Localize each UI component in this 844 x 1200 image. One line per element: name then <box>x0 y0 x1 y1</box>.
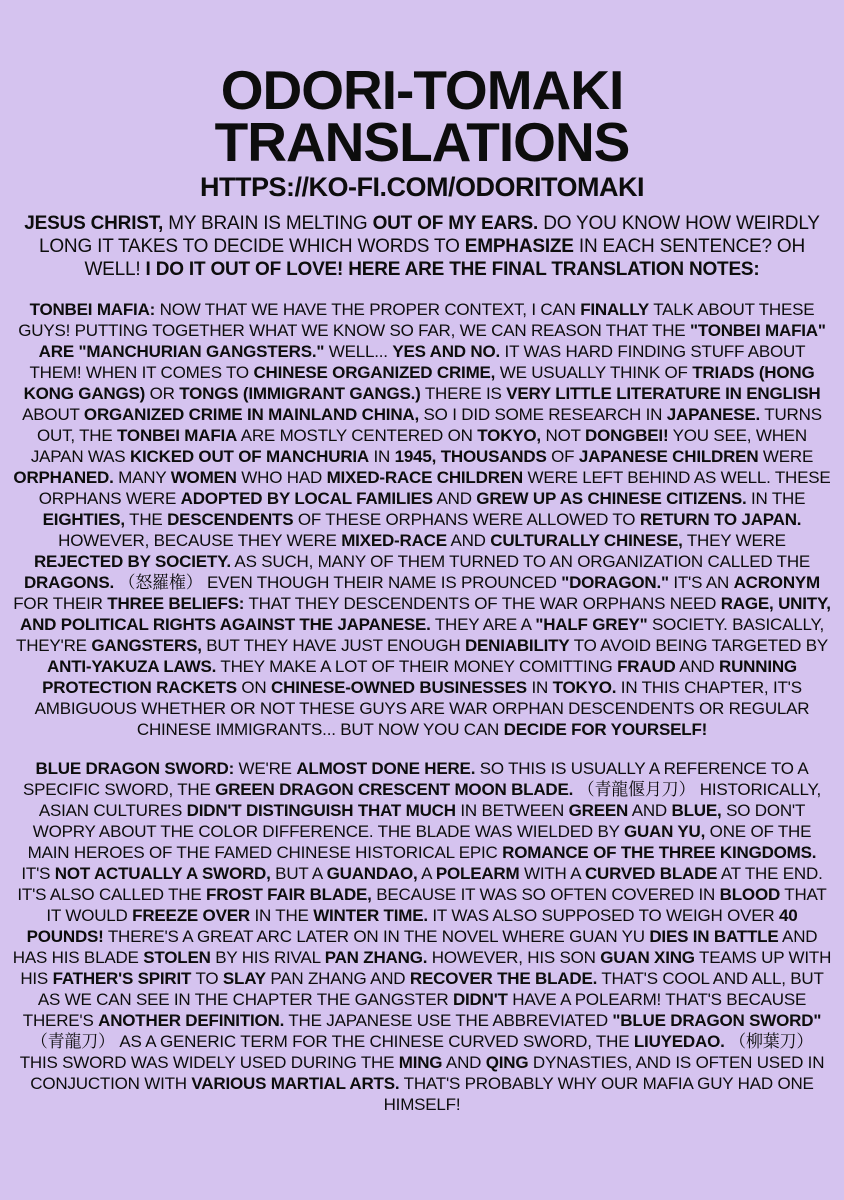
text-segment: AND <box>446 531 491 550</box>
text-segment: 1945, THOUSANDS <box>394 447 547 466</box>
text-segment: YES AND NO. <box>392 342 501 361</box>
text-segment: EIGHTIES, <box>42 510 125 529</box>
text-segment: GREEN <box>568 801 629 820</box>
text-segment: AS SUCH, MANY OF THEM TURNED TO AN ORGANIZATION CALLED THE <box>230 552 811 571</box>
text-segment: JESUS CHRIST, <box>24 213 164 234</box>
text-segment: MIXED-RACE <box>341 531 447 550</box>
text-segment: TOKYO, <box>477 426 541 445</box>
text-segment: GANGSTERS, <box>91 636 202 655</box>
text-segment: AND <box>432 489 477 508</box>
text-segment: WITH A <box>519 864 585 883</box>
text-segment: MY BRAIN IS MELTING <box>163 213 373 234</box>
text-segment: AND HAS HIS BLADE <box>12 927 818 967</box>
text-segment: IT WAS HARD FINDING STUFF ABOUT THEM! WHEN IT COMES TO <box>29 342 806 382</box>
text-segment: NOW THAT WE HAVE THE PROPER CONTEXT, I CAN <box>155 300 581 319</box>
text-segment: IN THE <box>249 906 314 925</box>
text-segment: DECIDE FOR YOURSELF! <box>503 720 708 739</box>
text-segment: THEY WERE <box>682 531 786 550</box>
text-segment: AND <box>628 801 672 820</box>
text-segment: （青龍刀） AS A GENERIC TERM FOR THE CHINESE CURVED SWORD, THE <box>30 1032 634 1051</box>
intro-paragraph <box>12 212 832 281</box>
text-segment: （青龍偃月刀） HISTORICALLY, ASIAN CULTURES <box>38 780 821 820</box>
text-segment: BLOOD <box>719 885 781 904</box>
text-segment: FRAUD <box>617 657 676 676</box>
text-segment: WOMEN <box>170 468 237 487</box>
text-segment: I DO IT OUT OF LOVE! HERE ARE THE FINAL TRANSLATION NOTES: <box>145 259 760 280</box>
text-segment: RUNNING PROTECTION RACKETS <box>42 657 797 697</box>
text-segment: THAT THEY DESCENDENTS OF THE WAR ORPHANS NEED <box>244 594 721 613</box>
text-segment: IN THE <box>746 489 806 508</box>
text-segment: THAT'S PROBABLY WHY OUR MAFIA GUY HAD ONE HIMSELF! <box>383 1074 814 1114</box>
text-segment: THREE BELIEFS: <box>107 594 245 613</box>
text-segment: HAVE A POLEARM! THAT'S BECAUSE THERE'S <box>22 990 807 1030</box>
text-segment: VARIOUS MARTIAL ARTS. <box>191 1074 400 1093</box>
text-segment: TO <box>191 969 223 988</box>
text-segment: SLAY <box>222 969 266 988</box>
text-segment: DRAGONS. <box>23 573 114 592</box>
text-segment: RAGE, UNITY, AND POLITICAL RIGHTS AGAINST THE JAPANESE. <box>20 594 831 634</box>
header <box>12 59 832 202</box>
text-segment: YOU SEE, WHEN JAPAN WAS <box>30 426 807 466</box>
text-segment: THAT'S COOL AND ALL, BUT AS WE CAN SEE IN THE CHAPTER THE GANGSTER <box>37 969 824 1009</box>
text-segment: RETURN TO JAPAN. <box>639 510 802 529</box>
text-segment: DONGBEI! <box>585 426 669 445</box>
text-segment: POLEARM <box>435 864 520 883</box>
text-segment: JAPANESE CHILDREN <box>578 447 759 466</box>
text-segment: GUANDAO, <box>326 864 418 883</box>
text-segment: "TONBEI MAFIA" ARE "MANCHURIAN GANGSTERS." <box>38 321 826 361</box>
text-segment: HOWEVER, HIS SON <box>427 948 601 967</box>
text-segment: TONGS (IMMIGRANT GANGS.) <box>179 384 421 403</box>
text-segment: LIUYEDAO. <box>633 1032 725 1051</box>
text-segment: DIES IN BATTLE <box>649 927 779 946</box>
text-segment: IN EACH SENTENCE? OH WELL! <box>84 236 806 280</box>
text-segment: FOR THEIR <box>13 594 108 613</box>
text-segment: MIXED-RACE CHILDREN <box>326 468 523 487</box>
text-segment: BLUE, <box>671 801 722 820</box>
text-segment: WELL... <box>324 342 393 361</box>
text-segment: GUAN XING <box>600 948 695 967</box>
text-segment: OF THESE ORPHANS WERE ALLOWED TO <box>293 510 640 529</box>
text-segment: IT'S AN <box>668 573 734 592</box>
text-segment: DESCENDENTS <box>167 510 294 529</box>
text-segment: ROMANCE OF THE THREE KINGDOMS. <box>502 843 817 862</box>
text-segment: FATHER'S SPIRIT <box>52 969 192 988</box>
text-segment: AND <box>442 1053 486 1072</box>
text-segment: BY HIS RIVAL <box>210 948 325 967</box>
text-segment: A <box>417 864 436 883</box>
text-segment: （柳葉刀） THIS SWORD WAS WIDELY USED DURING THE <box>19 1032 814 1072</box>
text-segment: WE'RE <box>234 759 297 778</box>
text-segment: CULTURALLY CHINESE, <box>490 531 683 550</box>
text-segment: PAN ZHANG AND <box>265 969 410 988</box>
text-segment: EMPHASIZE <box>464 236 574 257</box>
text-segment: PAN ZHANG. <box>324 948 428 967</box>
text-segment: THE JAPANESE USE THE ABBREVIATED <box>284 1011 613 1030</box>
text-segment: IN <box>369 447 395 466</box>
text-segment: ACRONYM <box>733 573 821 592</box>
text-segment: IN <box>526 678 553 697</box>
text-segment: VERY LITTLE LITERATURE IN ENGLISH <box>506 384 821 403</box>
text-segment: OUT OF MY EARS. <box>372 213 539 234</box>
text-segment: CHINESE-OWNED BUSINESSES <box>271 678 527 697</box>
text-segment: BECAUSE IT WAS SO OFTEN COVERED IN <box>371 885 720 904</box>
text-segment: ORGANIZED CRIME IN MAINLAND CHINA, <box>83 405 419 424</box>
text-segment: ANTI-YAKUZA LAWS. <box>47 657 217 676</box>
text-segment: CHINESE ORGANIZED CRIME, <box>253 363 496 382</box>
text-segment: NOT <box>540 426 585 445</box>
text-segment: TOKYO. <box>552 678 617 697</box>
text-segment: WE USUALLY THINK OF <box>495 363 693 382</box>
text-segment: GREW UP AS CHINESE CITIZENS. <box>476 489 747 508</box>
text-segment: TURNS OUT, THE <box>36 405 822 445</box>
title-line-2: TRANSLATIONS <box>214 111 630 173</box>
text-segment: GREEN DRAGON CRESCENT MOON BLADE. <box>215 780 574 799</box>
text-segment: QING <box>485 1053 529 1072</box>
text-segment: TO AVOID BEING TARGETED BY <box>569 636 828 655</box>
text-segment: ORPHANED. <box>13 468 114 487</box>
text-segment: DIDN'T <box>452 990 508 1009</box>
text-segment: AND <box>675 657 720 676</box>
text-segment: ABOUT <box>22 405 84 424</box>
text-segment: 40 POUNDS! <box>26 906 798 946</box>
text-segment: BUT THEY HAVE JUST ENOUGH <box>201 636 465 655</box>
text-segment: SO THIS IS USUALLY A REFERENCE TO A SPECIFIC SWORD, THE <box>23 759 809 799</box>
text-segment: ALMOST DONE HERE. <box>296 759 476 778</box>
text-segment: "BLUE DRAGON SWORD" <box>612 1011 822 1030</box>
text-segment: GUAN YU, <box>623 822 706 841</box>
text-segment: RECOVER THE BLADE. <box>409 969 598 988</box>
text-segment: BLUE DRAGON SWORD: <box>35 759 235 778</box>
text-segment: IN THIS CHAPTER, IT'S AMBIGUOUS WHETHER OR NOT THESE GUYS ARE WAR ORPHAN DESCENDENTS OR REGULAR CHINESE IMMIGRANTS... BUT NOW YOU CAN <box>34 678 810 739</box>
page-title <box>12 59 832 173</box>
text-segment: （怒羅権） EVEN THOUGH THEIR NAME IS PROUNCED <box>114 573 562 592</box>
text-segment: THE <box>124 510 168 529</box>
text-segment: THEY MAKE A LOT OF THEIR MONEY COMITTING <box>216 657 618 676</box>
text-segment: DENIABILITY <box>464 636 570 655</box>
text-segment: REJECTED BY SOCIETY. <box>33 552 231 571</box>
title-line-1: ODORI-TOMAKI <box>220 59 624 121</box>
text-segment: KICKED OUT OF MANCHURIA <box>129 447 369 466</box>
text-segment: JAPANESE. <box>666 405 761 424</box>
note-blue-dragon-sword <box>12 758 832 1115</box>
note-tonbei-mafia <box>12 299 832 740</box>
text-segment: DIDN'T DISTINGUISH THAT MUCH <box>186 801 456 820</box>
text-segment: THAT IT WOULD <box>46 885 827 925</box>
text-segment: THERE'S A GREAT ARC LATER ON IN THE NOVEL WHERE GUAN YU <box>103 927 650 946</box>
text-segment: OR <box>145 384 180 403</box>
text-segment: "DORAGON." <box>561 573 669 592</box>
text-segment: AT THE END. IT'S ALSO CALLED THE <box>17 864 823 904</box>
text-segment: WERE <box>758 447 814 466</box>
text-segment: ONE OF THE MAIN HEROES OF THE FAMED CHINESE HISTORICAL EPIC <box>27 822 812 862</box>
text-segment: IT'S <box>21 864 55 883</box>
text-segment: OF <box>546 447 579 466</box>
text-segment: THEY ARE A <box>430 615 536 634</box>
text-segment: NOT ACTUALLY A SWORD, <box>54 864 271 883</box>
text-segment: SO DON'T WOPRY ABOUT THE COLOR DIFFERENCE. THE BLADE WAS WIELDED BY <box>32 801 806 841</box>
text-segment: MING <box>398 1053 443 1072</box>
text-segment: IN BETWEEN <box>455 801 569 820</box>
text-segment: ARE MOSTLY CENTERED ON <box>237 426 478 445</box>
text-segment: TONBEI MAFIA <box>117 426 238 445</box>
text-segment: SOCIETY. BASICALLY, THEY'RE <box>16 615 824 655</box>
text-segment: ON <box>236 678 272 697</box>
text-segment: DYNASTIES, AND IS OFTEN USED IN CONJUCTION WITH <box>30 1053 825 1093</box>
text-segment: HOWEVER, BECAUSE THEY WERE <box>58 531 342 550</box>
text-segment: ADOPTED BY LOCAL FAMILIES <box>180 489 433 508</box>
text-segment: IT WAS ALSO SUPPOSED TO WEIGH OVER <box>427 906 780 925</box>
text-segment: WHO HAD <box>236 468 327 487</box>
text-segment: TRIADS (HONG KONG GANGS) <box>23 363 815 403</box>
text-segment: DO YOU KNOW HOW WEIRDLY LONG IT TAKES TO DECIDE WHICH WORDS TO <box>38 213 820 257</box>
text-segment: MANY <box>113 468 171 487</box>
text-segment: ANOTHER DEFINITION. <box>98 1011 285 1030</box>
text-segment: BUT A <box>270 864 327 883</box>
text-segment: TEAMS UP WITH HIS <box>20 948 832 988</box>
text-segment: TALK ABOUT THESE GUYS! PUTTING TOGETHER WHAT WE KNOW SO FAR, WE CAN REASON THAT THE <box>18 300 815 340</box>
text-segment: WINTER TIME. <box>313 906 428 925</box>
text-segment: STOLEN <box>143 948 211 967</box>
text-segment: THERE IS <box>420 384 507 403</box>
text-segment: "HALF GREY" <box>535 615 648 634</box>
text-segment: WERE LEFT BEHIND AS WELL. THESE ORPHANS WERE <box>38 468 831 508</box>
text-segment: SO I DID SOME RESEARCH IN <box>419 405 667 424</box>
text-segment: FREEZE OVER <box>132 906 250 925</box>
text-segment: FROST FAIR BLADE, <box>206 885 372 904</box>
text-segment: FINALLY <box>580 300 649 319</box>
kofi-url-text: HTTPS://KO-FI.COM/ODORITOMAKI <box>200 172 644 202</box>
text-segment: TONBEI MAFIA: <box>29 300 156 319</box>
text-segment: CURVED BLADE <box>584 864 718 883</box>
